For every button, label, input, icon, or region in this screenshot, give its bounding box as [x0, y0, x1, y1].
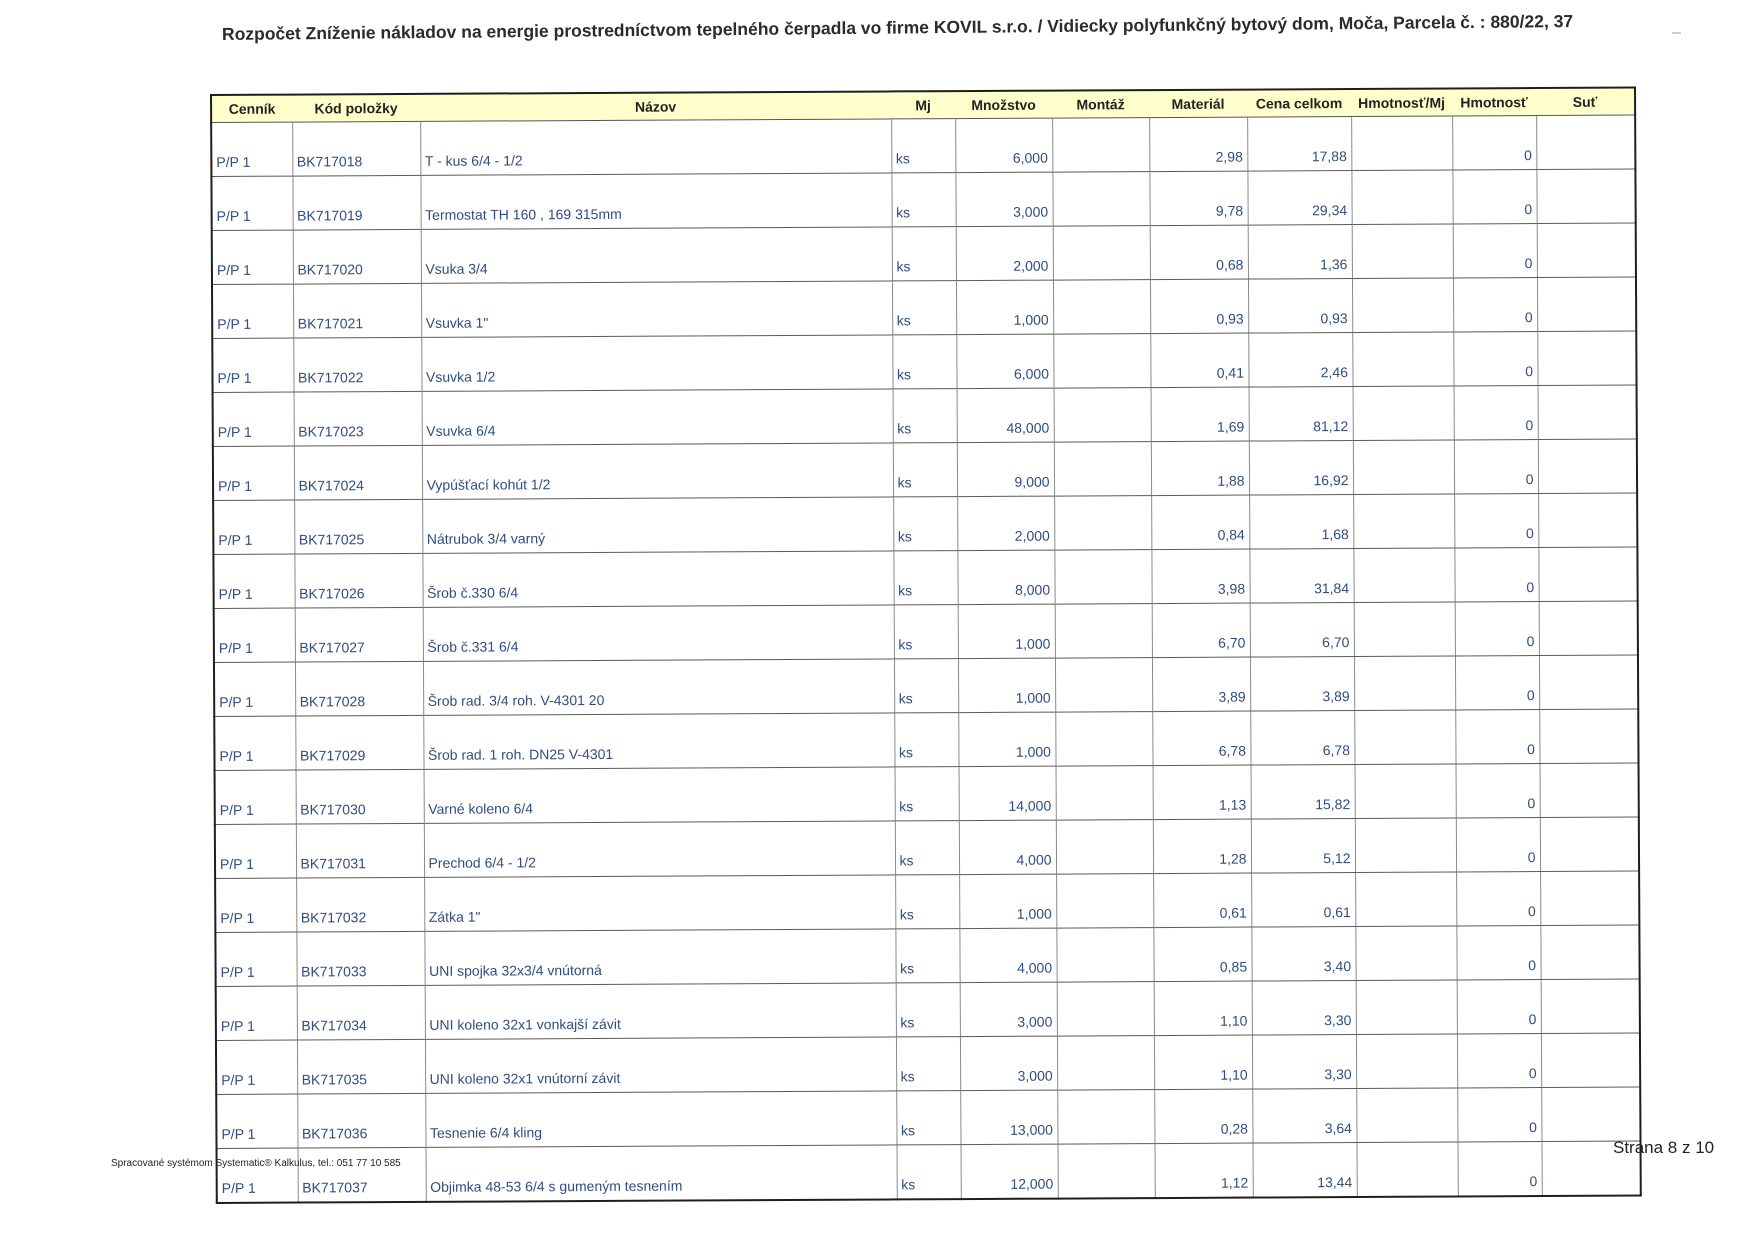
table-row [215, 817, 1639, 878]
page-number: Strana 8 z 10 [1613, 1138, 1715, 1157]
cell-nazov: Tesnenie 6/4 kling [425, 1091, 896, 1147]
cell-material: 9,78 [1149, 171, 1247, 226]
cell-montaz [1052, 172, 1149, 227]
header-mj: Mj [891, 91, 955, 119]
cell-mnozstvo: 4,000 [959, 820, 1056, 875]
cell-montaz [1056, 820, 1153, 875]
cell-material: 1,12 [1155, 1143, 1253, 1198]
cell-hmotnost-mj [1357, 1142, 1458, 1197]
header-sut: Suť [1536, 88, 1635, 116]
cell-hmotnost-mj [1355, 818, 1456, 873]
cell-nazov: UNI spojka 32x3/4 vnútorná [424, 929, 895, 985]
cell-mnozstvo: 1,000 [958, 658, 1055, 713]
cell-material: 1,88 [1151, 441, 1249, 496]
cell-mnozstvo: 6,000 [955, 118, 1052, 173]
cell-hmotnost: 0 [1457, 1034, 1541, 1088]
cell-mj: ks [895, 767, 959, 821]
cell-mnozstvo: 12,000 [961, 1144, 1058, 1199]
cell-montaz [1057, 1090, 1154, 1145]
cell-cena-celkom: 29,34 [1247, 171, 1351, 226]
cell-cena-celkom: 1,36 [1248, 225, 1352, 280]
cell-hmotnost-mj [1351, 170, 1452, 225]
cell-cena-celkom: 2,46 [1248, 333, 1352, 388]
table-row [213, 547, 1637, 608]
cell-nazov: Vsuvka 6/4 [422, 389, 893, 445]
cell-montaz [1056, 928, 1153, 983]
table-row [215, 925, 1639, 986]
cell-nazov: Varné koleno 6/4 [424, 767, 895, 823]
cell-mj: ks [895, 821, 959, 875]
cell-mj: ks [895, 875, 959, 929]
cell-mj: ks [893, 389, 957, 443]
header-cena-celkom: Cena celkom [1247, 89, 1351, 117]
table-row [215, 871, 1639, 932]
cell-hmotnost: 0 [1458, 1142, 1542, 1197]
cell-montaz [1054, 388, 1151, 443]
cell-cena-celkom: 0,93 [1248, 279, 1352, 334]
cell-material: 0,41 [1150, 333, 1248, 388]
header-mnozstvo: Množstvo [955, 91, 1052, 119]
cell-nazov: Objimka 48-53 6/4 s gumeným tesnením [426, 1145, 897, 1202]
cell-kod: BK717035 [297, 1039, 425, 1094]
cell-montaz [1054, 496, 1151, 551]
cell-sut [1539, 655, 1638, 710]
cell-kod: BK717030 [296, 769, 424, 824]
cell-nazov: Šrob č.330 6/4 [422, 551, 893, 607]
cell-montaz [1052, 118, 1149, 173]
cell-montaz [1056, 874, 1153, 929]
cell-cennik: P/P 1 [213, 500, 294, 554]
cell-kod: BK717034 [297, 985, 425, 1040]
cell-cennik: P/P 1 [216, 1040, 297, 1094]
cell-kod: BK717026 [294, 553, 422, 608]
cell-hmotnost: 0 [1456, 926, 1540, 980]
cell-kod: BK717028 [295, 661, 423, 716]
cell-mj: ks [893, 443, 957, 497]
cell-nazov: Zátka 1" [424, 875, 895, 931]
table-row [216, 979, 1640, 1040]
cell-cena-celkom: 1,68 [1249, 495, 1353, 550]
cell-hmotnost-mj [1354, 710, 1455, 765]
cell-sut [1538, 439, 1637, 494]
cell-nazov: UNI koleno 32x1 vnútorní závit [425, 1037, 896, 1093]
cell-cennik: P/P 1 [213, 554, 294, 608]
cell-sut [1541, 1033, 1640, 1088]
table-row [211, 169, 1635, 230]
cell-kod: BK717019 [292, 175, 420, 230]
cell-cennik: P/P 1 [215, 770, 296, 824]
cell-kod: BK717021 [293, 283, 421, 338]
cell-hmotnost-mj [1353, 548, 1454, 603]
cell-sut [1539, 601, 1638, 656]
table-row [212, 331, 1636, 392]
cell-mj: ks [894, 713, 958, 767]
cell-cennik: P/P 1 [216, 986, 297, 1040]
cell-cennik: P/P 1 [215, 824, 296, 878]
cell-hmotnost-mj [1352, 224, 1453, 279]
cell-sut [1541, 1087, 1640, 1142]
cell-material: 0,84 [1151, 495, 1249, 550]
cell-nazov: Prechod 6/4 - 1/2 [424, 821, 895, 877]
cell-nazov: Šrob rad. 1 roh. DN25 V-4301 [423, 713, 894, 769]
cell-material: 3,89 [1152, 657, 1250, 712]
cell-montaz [1053, 226, 1150, 281]
cell-mj: ks [894, 605, 958, 659]
cell-hmotnost: 0 [1452, 170, 1536, 224]
header-hmotnost: Hmotnosť [1452, 88, 1536, 116]
cell-mnozstvo: 3,000 [960, 982, 1057, 1037]
header-hmotnost-mj: Hmotnosť/Mj [1351, 88, 1452, 116]
cell-mj: ks [896, 1037, 960, 1091]
cell-material: 1,10 [1154, 981, 1252, 1036]
cell-material: 1,28 [1153, 819, 1251, 874]
cell-nazov: Vsuvka 1/2 [421, 335, 892, 391]
cell-hmotnost-mj [1355, 926, 1456, 981]
cell-hmotnost: 0 [1453, 332, 1537, 386]
cell-mnozstvo: 4,000 [959, 928, 1056, 983]
cell-hmotnost: 0 [1454, 386, 1538, 440]
cell-mnozstvo: 2,000 [957, 496, 1054, 551]
cell-sut [1537, 223, 1636, 278]
cell-cennik: P/P 1 [215, 932, 296, 986]
cell-montaz [1057, 982, 1154, 1037]
cell-montaz [1056, 766, 1153, 821]
cell-hmotnost: 0 [1452, 116, 1536, 170]
cell-hmotnost: 0 [1453, 224, 1537, 278]
cell-material: 1,10 [1154, 1035, 1252, 1090]
cell-material: 0,28 [1154, 1089, 1252, 1144]
cell-mj: ks [896, 983, 960, 1037]
cell-material: 3,98 [1151, 549, 1249, 604]
cell-material: 0,93 [1150, 279, 1248, 334]
cell-kod: BK717031 [296, 823, 424, 878]
cell-cennik: P/P 1 [214, 608, 295, 662]
cell-kod: BK717033 [296, 931, 424, 986]
table-row [211, 115, 1635, 176]
cell-cena-celkom: 6,70 [1250, 603, 1354, 658]
cell-mj: ks [893, 551, 957, 605]
cell-hmotnost: 0 [1455, 602, 1539, 656]
cell-mj: ks [892, 227, 956, 281]
cell-nazov: Vsuvka 1" [421, 281, 892, 337]
cell-nazov: Termostat TH 160 , 169 315mm [420, 173, 891, 229]
cell-mnozstvo: 1,000 [958, 604, 1055, 659]
cell-hmotnost: 0 [1455, 710, 1539, 764]
cell-material: 6,78 [1152, 711, 1250, 766]
cell-cena-celkom: 16,92 [1249, 441, 1353, 496]
header-material: Materiál [1149, 90, 1247, 118]
cell-hmotnost-mj [1355, 872, 1456, 927]
table-row [216, 1087, 1640, 1148]
table-row [214, 655, 1638, 716]
cell-nazov: T - kus 6/4 - 1/2 [420, 119, 891, 175]
table-row [217, 1141, 1641, 1203]
cell-montaz [1055, 712, 1152, 767]
cell-cennik: P/P 1 [212, 230, 293, 284]
cell-kod: BK717037 [298, 1147, 426, 1202]
cell-hmotnost-mj [1356, 1034, 1457, 1089]
cell-mj: ks [891, 173, 955, 227]
cell-hmotnost-mj [1353, 386, 1454, 441]
cell-cena-celkom: 13,44 [1253, 1143, 1357, 1198]
cell-montaz [1053, 334, 1150, 389]
cell-material: 6,70 [1152, 603, 1250, 658]
cell-cennik: P/P 1 [212, 338, 293, 392]
cell-hmotnost: 0 [1456, 872, 1540, 926]
cell-hmotnost-mj [1353, 494, 1454, 549]
cell-kod: BK717027 [295, 607, 423, 662]
table-row [213, 493, 1637, 554]
cell-nazov: Vsuka 3/4 [421, 227, 892, 283]
table-row [215, 763, 1639, 824]
cell-hmotnost-mj [1352, 332, 1453, 387]
cell-kod: BK717022 [293, 337, 421, 392]
header-montaz: Montáž [1052, 90, 1149, 118]
cell-mj: ks [896, 1091, 960, 1145]
cell-mnozstvo: 14,000 [959, 766, 1056, 821]
cell-nazov: Nátrubok 3/4 varný [422, 497, 893, 553]
cell-mnozstvo: 13,000 [960, 1090, 1057, 1145]
cell-hmotnost: 0 [1457, 1088, 1541, 1142]
cell-material: 1,13 [1153, 765, 1251, 820]
cell-sut [1538, 547, 1637, 602]
cell-cena-celkom: 3,30 [1252, 1035, 1356, 1090]
cell-cena-celkom: 81,12 [1249, 387, 1353, 442]
cell-sut [1537, 331, 1636, 386]
cell-montaz [1055, 658, 1152, 713]
cell-mnozstvo: 3,000 [960, 1036, 1057, 1091]
cell-cennik: P/P 1 [214, 662, 295, 716]
cell-mnozstvo: 8,000 [957, 550, 1054, 605]
cell-mj: ks [893, 497, 957, 551]
cell-montaz [1053, 280, 1150, 335]
cell-hmotnost-mj [1351, 116, 1452, 171]
cell-cennik: P/P 1 [213, 446, 294, 500]
cell-cennik: P/P 1 [214, 716, 295, 770]
cell-mnozstvo: 2,000 [956, 226, 1053, 281]
cell-sut [1540, 763, 1639, 818]
cell-hmotnost-mj [1353, 440, 1454, 495]
cell-mnozstvo: 48,000 [957, 388, 1054, 443]
cell-mnozstvo: 1,000 [959, 874, 1056, 929]
cell-sut [1536, 169, 1635, 224]
cell-cena-celkom: 0,61 [1251, 873, 1355, 928]
cell-hmotnost: 0 [1456, 764, 1540, 818]
cell-cena-celkom: 15,82 [1251, 765, 1355, 820]
cell-mj: ks [895, 929, 959, 983]
cell-cennik: P/P 1 [211, 176, 292, 230]
table-body [211, 115, 1641, 1203]
cell-kod: BK717023 [294, 391, 422, 446]
cell-mj: ks [891, 119, 955, 173]
cell-kod: BK717032 [296, 877, 424, 932]
cell-hmotnost-mj [1356, 1088, 1457, 1143]
cell-sut [1540, 871, 1639, 926]
cell-kod: BK717029 [295, 715, 423, 770]
cell-sut [1540, 925, 1639, 980]
cell-sut [1537, 277, 1636, 332]
cell-mj: ks [892, 335, 956, 389]
cell-hmotnost: 0 [1457, 980, 1541, 1034]
cell-material: 0,61 [1153, 873, 1251, 928]
cell-sut [1540, 817, 1639, 872]
cell-sut [1536, 115, 1635, 170]
cell-hmotnost: 0 [1455, 656, 1539, 710]
cell-kod: BK717025 [294, 499, 422, 554]
table-row [212, 223, 1636, 284]
cell-mj: ks [892, 281, 956, 335]
cell-cennik: P/P 1 [211, 122, 292, 176]
cell-sut [1538, 493, 1637, 548]
cell-hmotnost-mj [1356, 980, 1457, 1035]
header-kod-polozky: Kód položky [292, 94, 420, 122]
cell-cennik: P/P 1 [213, 392, 294, 446]
cell-kod: BK717024 [294, 445, 422, 500]
budget-table-container [210, 87, 1640, 1204]
cell-sut [1541, 979, 1640, 1034]
cell-kod: BK717020 [293, 229, 421, 284]
cell-cennik: P/P 1 [215, 878, 296, 932]
budget-table [210, 87, 1642, 1204]
cell-mnozstvo: 9,000 [957, 442, 1054, 497]
cell-material: 0,68 [1150, 225, 1248, 280]
cell-cena-celkom: 3,30 [1252, 981, 1356, 1036]
cell-nazov: UNI koleno 32x1 vonkajší závit [425, 983, 896, 1039]
cell-mj: ks [894, 659, 958, 713]
cell-nazov: Šrob č.331 6/4 [423, 605, 894, 661]
cell-cennik: P/P 1 [221, 1179, 256, 1196]
cell-montaz [1054, 550, 1151, 605]
cell-kod: BK717036 [297, 1093, 425, 1148]
cell-cena-celkom: 3,89 [1250, 657, 1354, 712]
cell-hmotnost: 0 [1453, 278, 1537, 332]
scan-mark [1672, 32, 1681, 34]
cell-cena-celkom: 17,88 [1247, 117, 1351, 172]
cell-nazov: Šrob rad. 3/4 roh. V-4301 20 [423, 659, 894, 715]
table-row [213, 385, 1637, 446]
cell-cena-celkom: 3,40 [1251, 927, 1355, 982]
header-nazov: Názov [420, 91, 891, 121]
cell-mnozstvo: 1,000 [958, 712, 1055, 767]
cell-hmotnost-mj [1354, 656, 1455, 711]
cell-hmotnost-mj [1355, 764, 1456, 819]
cell-mj: ks [897, 1145, 961, 1200]
cell-montaz [1055, 604, 1152, 659]
cell-hmotnost: 0 [1454, 494, 1538, 548]
table-row [213, 439, 1637, 500]
table-row [216, 1033, 1640, 1094]
cell-sut [1539, 709, 1638, 764]
cell-montaz [1058, 1144, 1155, 1199]
cell-cena-celkom: 3,64 [1252, 1089, 1356, 1144]
page-title: Rozpočet Zníženie nákladov na energie prostredníctvom tepelného čerpadla vo firme KOVIL s.r.o. / Vidiecky polyfunkčný bytový dom, Moča, Parcela č. : 880/22, 37 [221, 11, 1574, 44]
cell-mnozstvo: 6,000 [956, 334, 1053, 389]
cell-kod: BK717018 [292, 121, 420, 176]
cell-material: 2,98 [1149, 117, 1247, 172]
cell-hmotnost-mj [1354, 602, 1455, 657]
cell-cennik: P/P 1 [212, 284, 293, 338]
cell-cena-celkom: 5,12 [1251, 819, 1355, 874]
table-row [212, 277, 1636, 338]
cell-montaz [1057, 1036, 1154, 1091]
footer-processed-by: Spracované systémom Systematic® Kalkulus, tel.: 051 77 10 585 [111, 1158, 401, 1169]
cell-cena-celkom: 6,78 [1250, 711, 1354, 766]
cell-material: 0,85 [1153, 927, 1251, 982]
cell-hmotnost-mj [1352, 278, 1453, 333]
table-row [214, 601, 1638, 662]
cell-cena-celkom: 31,84 [1249, 549, 1353, 604]
cell-nazov: Vypúšťací kohút 1/2 [422, 443, 893, 499]
cell-cennik: P/P 1 [216, 1094, 297, 1148]
cell-mnozstvo: 1,000 [956, 280, 1053, 335]
cell-montaz [1054, 442, 1151, 497]
cell-material: 1,69 [1151, 387, 1249, 442]
cell-hmotnost: 0 [1454, 548, 1538, 602]
cell-mnozstvo: 3,000 [955, 172, 1052, 227]
table-row [214, 709, 1638, 770]
cell-hmotnost: 0 [1456, 818, 1540, 872]
cell-sut [1538, 385, 1637, 440]
cell-hmotnost: 0 [1454, 440, 1538, 494]
header-cennik: Cenník [211, 95, 292, 123]
